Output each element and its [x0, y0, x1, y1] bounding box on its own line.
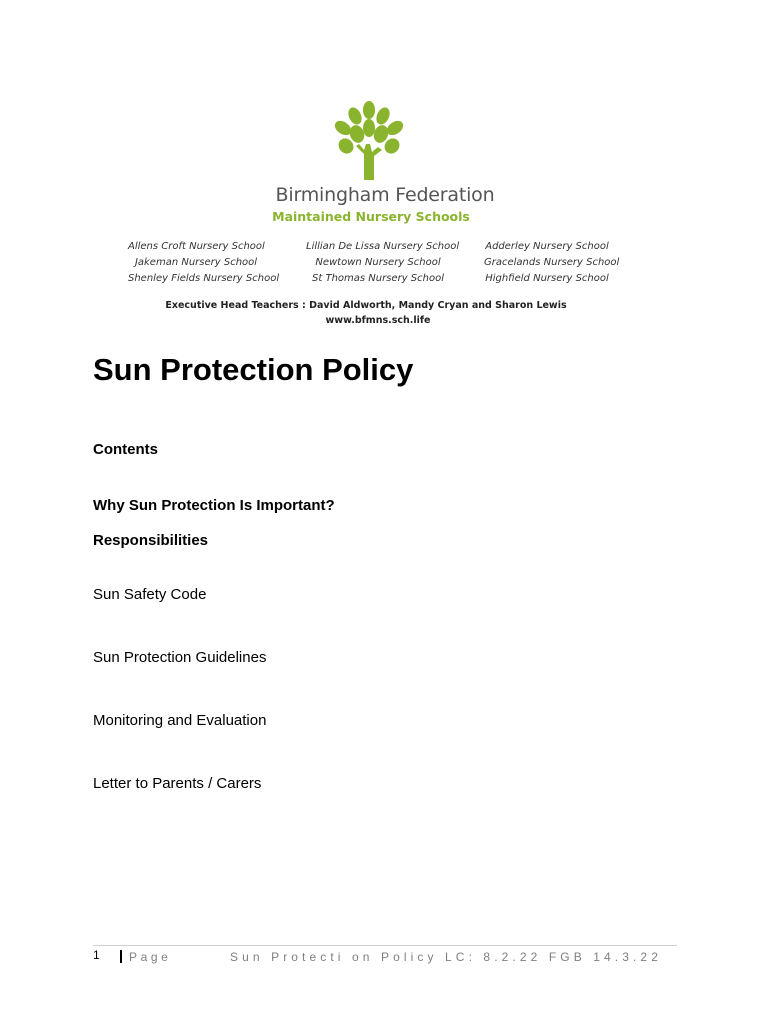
tree-hand-icon	[326, 100, 412, 184]
school-name: Gracelands Nursery School	[484, 257, 620, 268]
school-name: Highfield Nursery School	[485, 273, 609, 284]
toc-item-responsibilities[interactable]: Responsibilities	[93, 532, 209, 549]
school-name: Lillian De Lissa Nursery School	[306, 241, 460, 252]
page-title: Sun Protection Policy	[93, 352, 414, 387]
toc-item-monitoring[interactable]: Monitoring and Evaluation	[93, 712, 267, 729]
school-name: St Thomas Nursery School	[312, 273, 444, 284]
footer-divider	[93, 945, 677, 946]
schools-column-1	[128, 239, 280, 287]
schools-column-2	[306, 239, 460, 287]
school-name: Adderley Nursery School	[485, 241, 609, 252]
website-link[interactable]: www.bfmns.sch.life	[325, 315, 431, 326]
page-number: 1	[93, 948, 100, 962]
toc-item-why-sun-protection[interactable]: Why Sun Protection Is Important?	[93, 497, 335, 514]
page-label: Page	[129, 950, 172, 964]
toc-item-letter-to-parents[interactable]: Letter to Parents / Carers	[93, 775, 262, 792]
school-name: Jakeman Nursery School	[134, 257, 258, 268]
contents-heading: Contents	[93, 441, 158, 458]
schools-column-3	[484, 239, 620, 287]
org-name: Birmingham Federation	[275, 184, 495, 206]
footer-separator	[120, 950, 122, 963]
school-name: Shenley Fields Nursery School	[128, 273, 280, 284]
toc-item-guidelines[interactable]: Sun Protection Guidelines	[93, 649, 267, 666]
org-subtitle: Maintained Nursery Schools	[272, 209, 470, 224]
executive-heads: Executive Head Teachers : David Aldworth, Mandy Cryan and Sharon Lewis	[165, 300, 567, 311]
footer-text: Sun Protecti on Policy LC: 8.2.22 FGB 14.3.22	[230, 950, 662, 964]
school-name: Allens Croft Nursery School	[128, 241, 265, 252]
toc-item-sun-safety-code[interactable]: Sun Safety Code	[93, 586, 207, 603]
school-name: Newtown Nursery School	[315, 257, 441, 268]
